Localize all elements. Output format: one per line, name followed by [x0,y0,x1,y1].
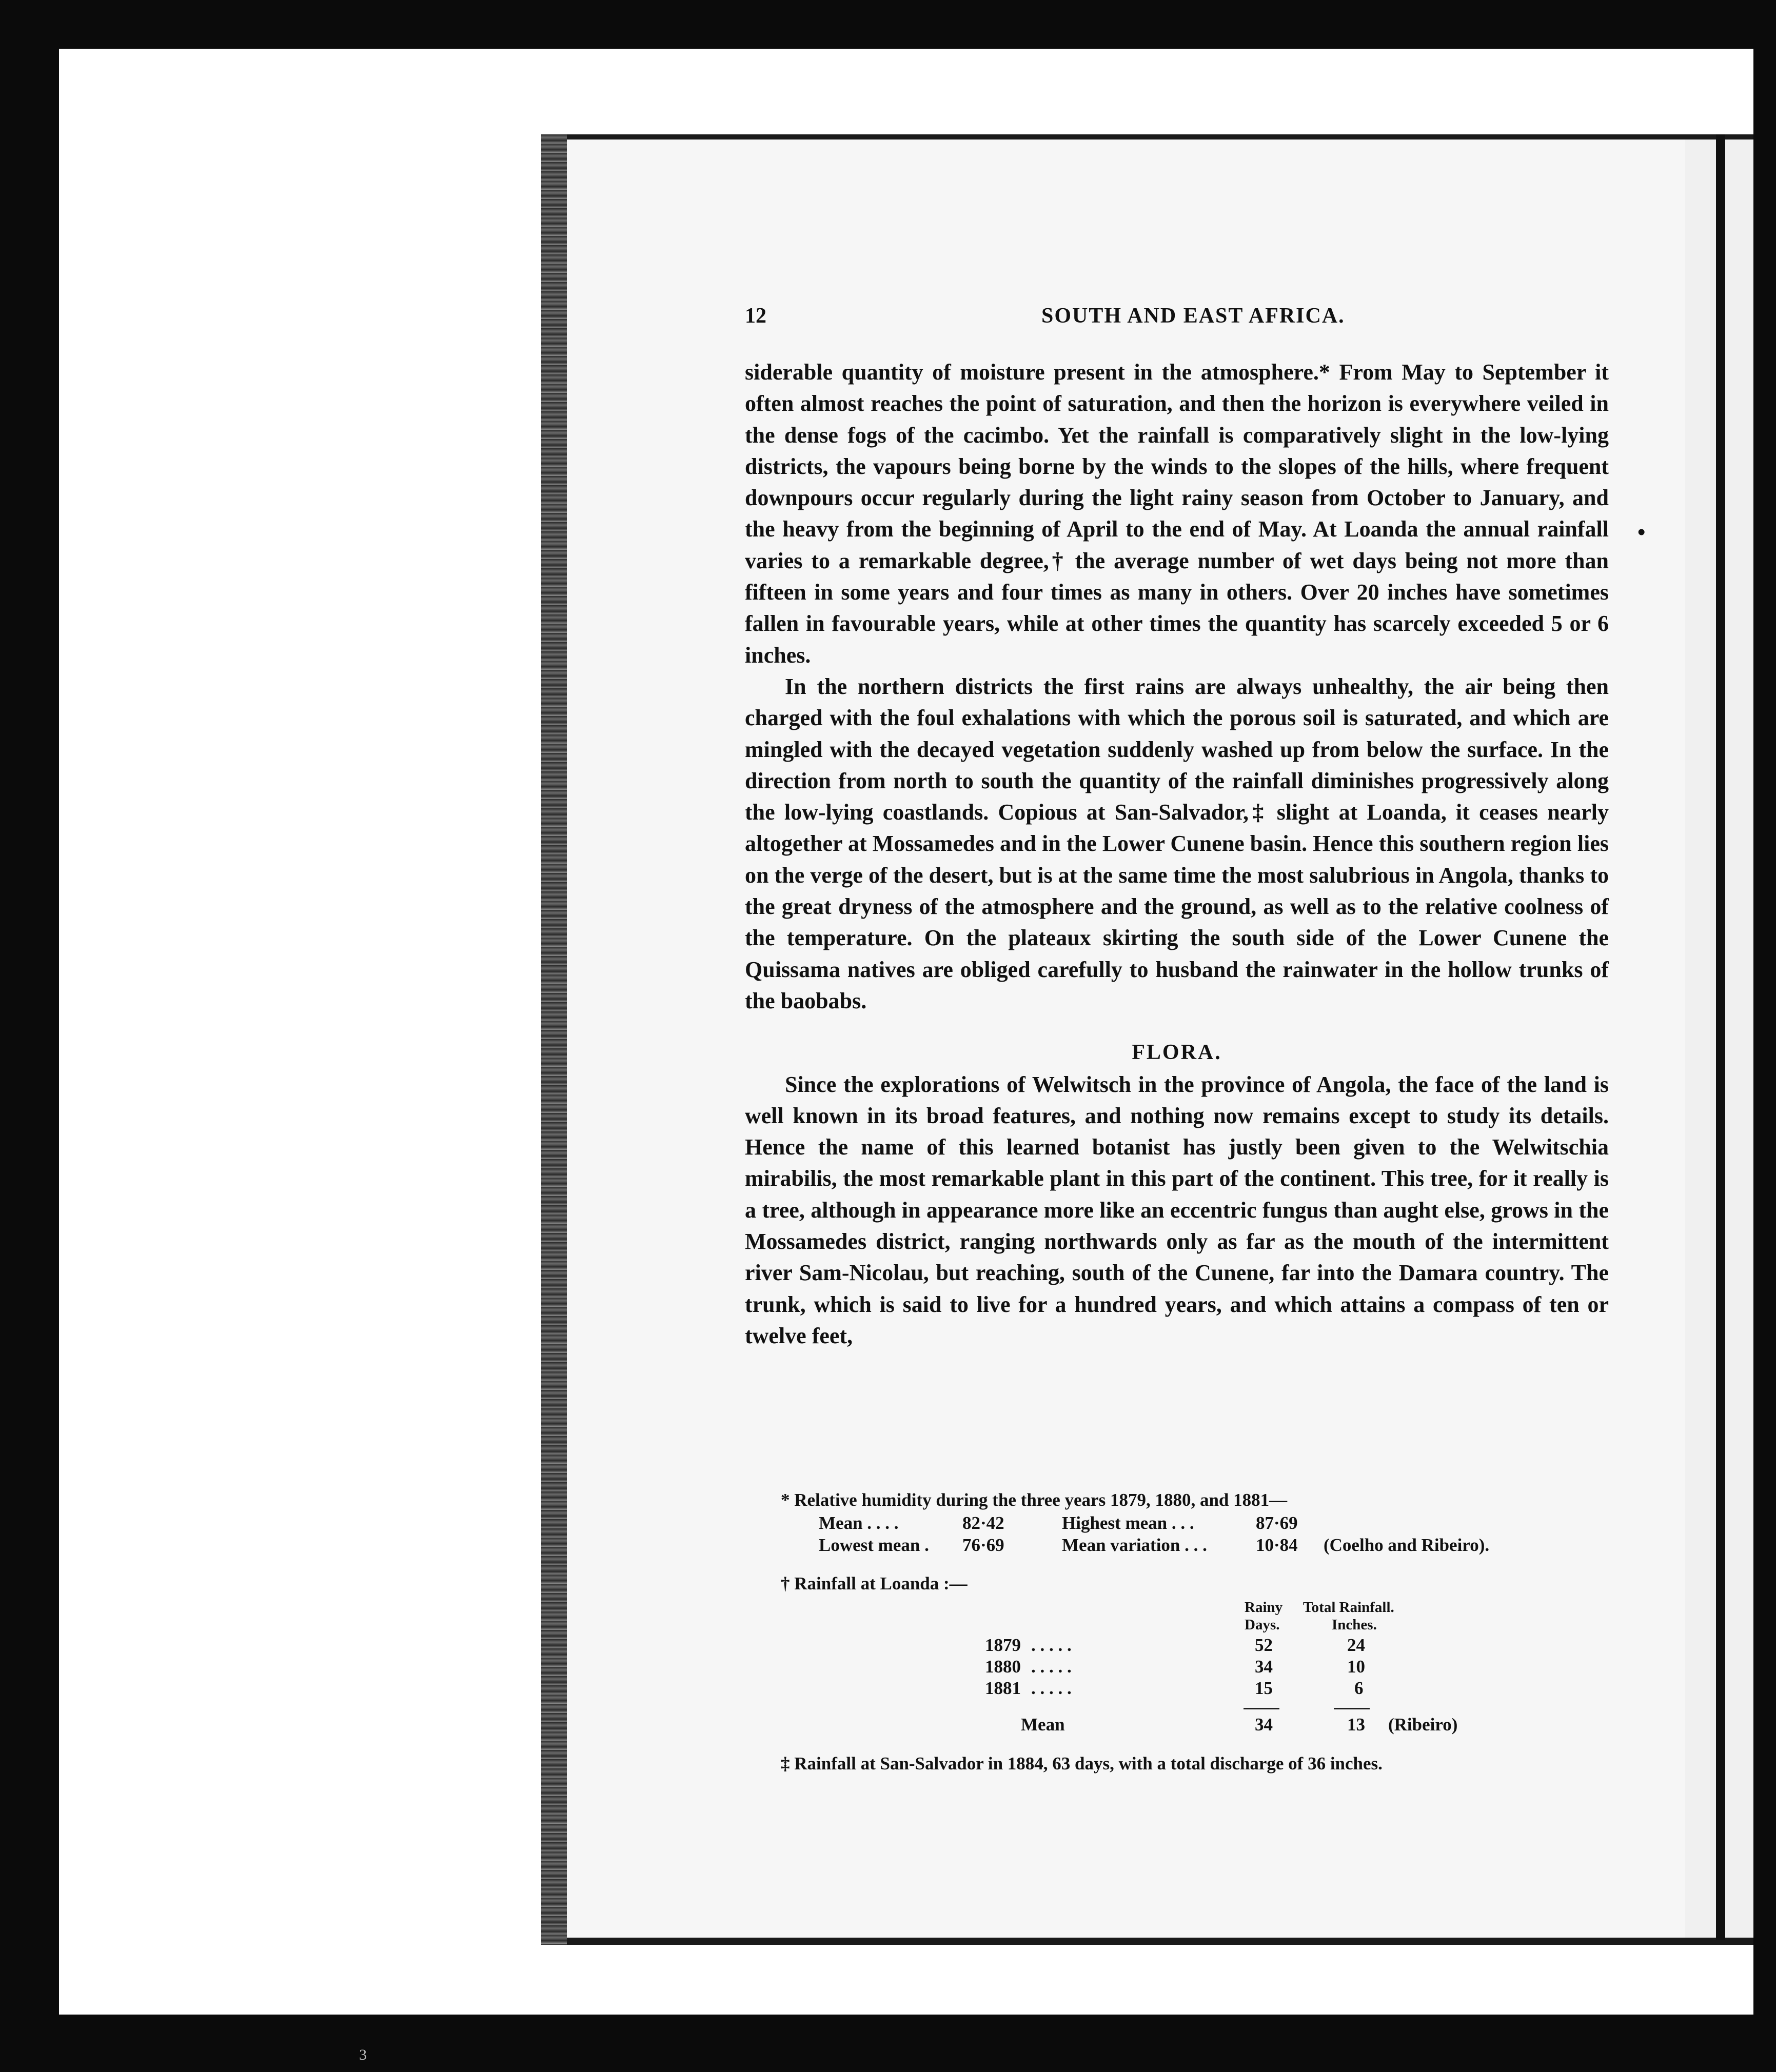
rainfall-col1-unit: Days. [1245,1617,1280,1633]
film-border-bottom [0,2015,1776,2072]
rainfall-source: (Ribeiro) [1388,1715,1458,1735]
rainfall-col1-head: Rainy [1245,1599,1283,1616]
rainfall-row-dots: . . . . . [1031,1678,1072,1698]
rainfall-row-inches: 24 [1347,1635,1365,1655]
running-head: SOUTH AND EAST AFRICA. [1041,304,1345,328]
rainfall-row-year: 1880 [985,1657,1021,1677]
paragraph-3: Since the explorations of Welwitsch in the province of Angola, the face of the land is well known in its broad features, and nothing now remains except to study its details. Hence the name of this learned botanist has justly been given to the Welwitschia mirabilis, the most remarkable plant in this part of the continent. This tree, for it really is a tree, although in appearance more like an eccentric fungus than aught else, grows in the Mossamedes district, ranging northwards only as far as the mouth of the intermittent river Sam-Nicolau, but reaching, south of the Cunene, far into the Damara country. The trunk, which is said to live for a hundred years, and which attains a compass of ten or twelve feet, [745,1071,1609,1348]
rainfall-row-days: 52 [1255,1635,1273,1655]
rainfall-row-days: 34 [1255,1657,1273,1677]
humidity-source: (Coelho and Ribeiro). [1324,1535,1490,1555]
footnote-san-salvador: ‡ Rainfall at San-Salvador in 1884, 63 days, with a total discharge of 36 inches. [781,1754,1383,1774]
film-border-right [1753,0,1776,2072]
section-heading: FLORA. [1132,1041,1222,1065]
rainfall-row-year: 1881 [985,1678,1021,1698]
rainfall-row-dots: . . . . . [1031,1657,1072,1677]
rainfall-row-inches: 10 [1347,1657,1365,1677]
rainfall-row-dots: . . . . . [1031,1635,1072,1655]
next-page-shadow [1716,134,1725,1940]
rainfall-mean-label: Mean [1021,1715,1065,1735]
film-border-left [0,0,59,2072]
rainfall-mean-days: 34 [1255,1715,1273,1735]
humidity-mean-value: 82·42 [962,1513,1004,1533]
footnote-rainfall-title: † Rainfall at Loanda :— [781,1573,968,1593]
page-number: 12 [745,304,766,328]
rainfall-mean-inches: 13 [1347,1715,1365,1735]
page-binding-edge [541,134,567,1945]
humidity-lowest-label: Lowest mean . [819,1535,929,1555]
margin-mark: • [1637,520,1646,545]
footnote-humidity-title: * Relative humidity during the three years 1879, 1880, and 1881— [781,1490,1288,1510]
humidity-highest-value: 87·69 [1256,1513,1298,1533]
film-border-top [0,0,1776,49]
sum-rule-days [1244,1708,1279,1709]
rainfall-col2-unit: Inches. [1332,1617,1377,1633]
paragraph-2: In the northern districts the first rains are always unhealthy, the air being then charged with the foul exhalations with which the porous soil is saturated, and which are mingled with the decayed vegetation suddenly washed up from below the surface. In the direction from north to south the quantity of the rainfall diminishes progressively along the low-lying coastlands. Copious at San-Salvador,‡ slight at Loanda, it ceases nearly altogether at Mossamedes and in the Lower Cunene basin. Hence this southern region lies on the verge of the desert, but is at the same time the most salubrious in Angola, thanks to the great dryness of the atmosphere and the ground, as well as to the relative coolness of the temperature. On the plateaux skirting the south side of the Lower Cunene the Quissama natives are obliged carefully to husband the rainwater in the hollow trunks of the baobabs. [745,673,1609,1013]
humidity-mean-label: Mean . . . . [819,1513,899,1533]
rainfall-row-inches: 6 [1354,1678,1364,1698]
section-gap [745,1017,1609,1037]
humidity-lowest-value: 76·69 [962,1535,1004,1555]
humidity-variation-value: 10·84 [1256,1535,1298,1555]
rainfall-col2-head: Total Rainfall. [1303,1599,1394,1616]
humidity-highest-label: Highest mean . . . [1062,1513,1194,1533]
sum-rule-inches [1334,1708,1370,1709]
rainfall-row-days: 15 [1255,1678,1273,1698]
body-text [745,356,1609,1351]
rainfall-row-year: 1879 [985,1635,1021,1655]
paragraph-1: siderable quantity of moisture present in the atmosphere.* From May to September it often almost reaches the point of saturation, and then the horizon is everywhere veiled in the dense fogs of the cacimbo. Yet the rainfall is comparatively slight in the low-lying districts, the vapours being borne by the winds to the slopes of the hills, where frequent downpours occur regularly during the light rainy season from October to January, and the heavy from the beginning of April to the end of May. At Loanda the annual rainfall varies to a remarkable degree,† the average number of wet days being not more than fifteen in some years and four times as many in others. Over 20 inches have sometimes fallen in favourable years, while at other times the quantity has scarcely exceeded 5 or 6 inches. [745,360,1609,668]
film-mark: 3 [359,2046,367,2063]
humidity-variation-label: Mean variation . . . [1062,1535,1207,1555]
